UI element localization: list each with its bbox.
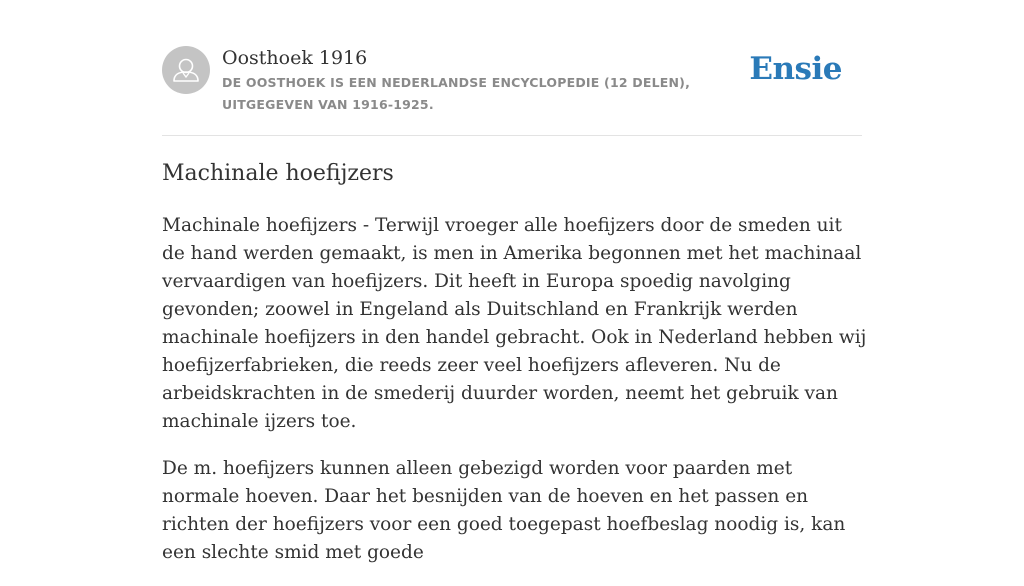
source-avatar[interactable] xyxy=(162,46,210,94)
source-name-link[interactable]: Oosthoek 1916 xyxy=(222,47,368,69)
article-paragraph: De m. hoefijzers kunnen alleen gebezigd worden voor paarden met normale hoeven. Daar het besnijden van de hoeven en het passen en richten der hoefijzers voor een goed toegepast hoefbeslag noodig is, kan een slechte smid met goede xyxy=(162,458,846,563)
article-title: Machinale hoefijzers xyxy=(162,161,394,186)
source-header xyxy=(162,46,862,136)
article-paragraph: Machinale hoefijzers - Terwijl vroeger alle hoefijzers door de smeden uit de hand werden gemaakt, is men in Amerika begonnen met het machinaal vervaardigen van hoefijzers. Dit heeft in Europa spoedig navolging gevonden; zoowel in Engeland als Duitschland en Frankrijk werden machinale hoefijzers in den handel gebracht. Ook in Nederland hebben wij hoefijzerfabrieken, die reeds zeer veel hoefijzers afleveren. Nu de arbeidskrachten in de smederij duurder worden, neemt het gebruik van machinale ijzers toe. xyxy=(162,215,867,432)
ensie-logo[interactable]: Ensie xyxy=(749,51,842,87)
article-body xyxy=(162,212,867,586)
source-description: DE OOSTHOEK IS EEN NEDERLANDSE ENCYCLOPEDIE (12 DELEN), UITGEGEVEN VAN 1916-1925. xyxy=(222,75,691,112)
header-divider xyxy=(162,135,862,136)
user-avatar-icon xyxy=(162,46,210,94)
